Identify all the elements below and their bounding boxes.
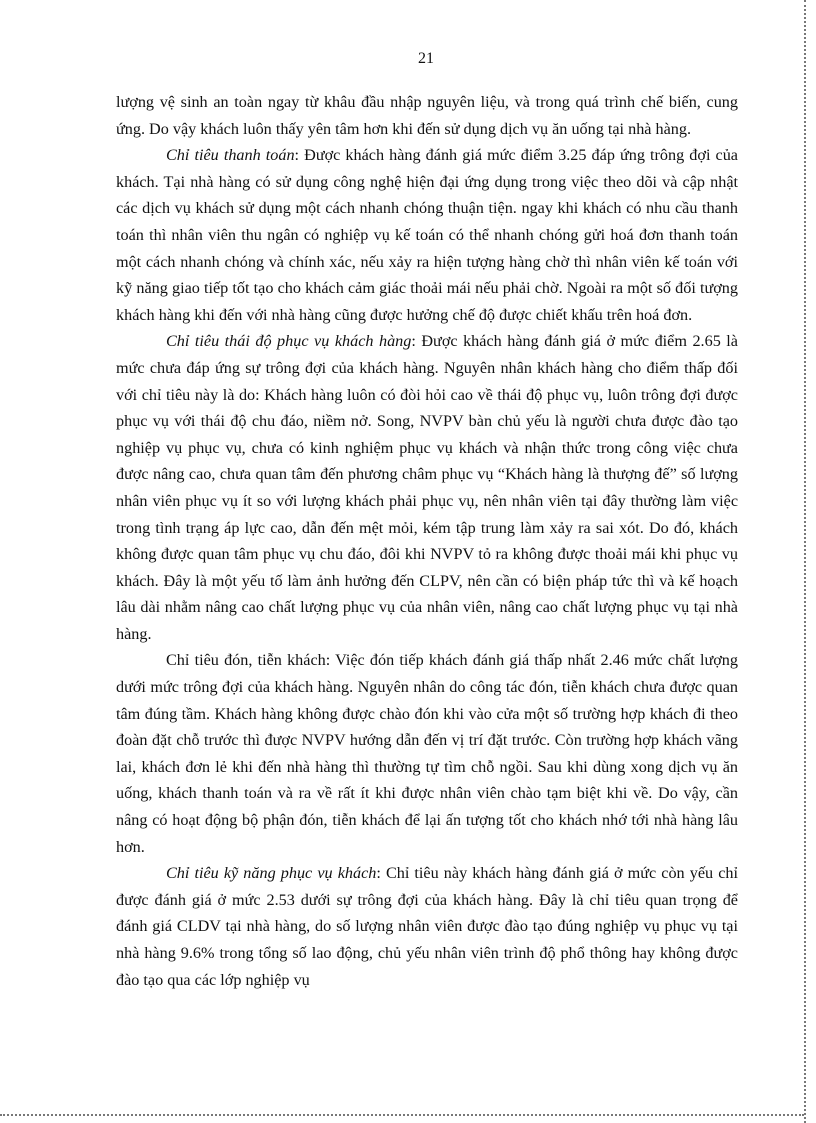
paragraph-text: Chỉ tiêu đón, tiễn khách: Việc đón tiếp khách đánh giá thấp nhất 2.46 mức chất lượng dưới mức trông đợi của khách hàng. Nguyên nhân do công tác đón, tiễn khách chưa được quan tâm đúng tầm. Khách hàng không được chào đón khi vào cửa một số trường hợp khách đi theo đoàn đặt chỗ trước thì được NVPV hướng dẫn đến vị trí đặt trước. Còn trường hợp khách vãng lai, khách đơn lẻ khi đến nhà hàng thì thường tự tìm chỗ ngồi. Sau khi dùng xong dịch vụ ăn uống, khách thanh toán và ra về rất ít khi được nhân viên chào tạm biệt khi về. Do vậy, cần nâng có hoạt động bộ phận đón, tiễn khách để lại ấn tượng tốt cho khách nhớ tới nhà hàng lâu hơn. [116, 651, 738, 856]
paragraph-greeting [116, 647, 738, 860]
body-text [116, 89, 738, 993]
paragraph-text: : Được khách hàng đánh giá ở mức điểm 2.65 là mức chưa đáp ứng sự trông đợi của khách hàng. Nguyên nhân khách hàng cho điểm thấp đối với chỉ tiêu này là do: Khách hàng luôn có đòi hỏi cao về thái độ phục vụ, luôn trông đợi được phục vụ với thái độ chu đáo, niềm nở. Song, NVPV bàn chủ yếu là người chưa được đào tạo nghiệp vụ phục vụ, chưa có kinh nghiệm phục vụ khách và nhận thức trong công việc chưa được nâng cao, chưa quan tâm đến phương châm phục vụ “Khách hàng là thượng đế” số lượng nhân viên phục vụ ít so với lượng khách phải phục vụ, nên nhân viên tại đây thường làm việc trong tình trạng áp lực cao, dẫn đến mệt mỏi, kém tập trung làm xảy ra sai xót. Do đó, khách không được quan tâm phục vụ chu đáo, đôi khi NVPV tỏ ra không được thoải mái khi phục vụ khách. Đây là một yếu tố làm ảnh hưởng đến CLPV, nên cần có biện pháp tức thì và kế hoạch lâu dài nhằm nâng cao chất lượng phục vụ của nhân viên, nâng cao chất lượng phục vụ tại nhà hàng. [116, 332, 738, 643]
paragraph-lead: Chỉ tiêu kỹ năng phục vụ khách [166, 864, 377, 883]
paragraph-lead: Chỉ tiêu thanh toán [166, 146, 295, 165]
page-number: 21 [418, 50, 434, 67]
page-border-bottom [0, 1114, 804, 1116]
paragraph-text: lượng vệ sinh an toàn ngay từ khâu đầu nhập nguyên liệu, và trong quá trình chế biến, cung ứng. Do vậy khách luôn thấy yên tâm hơn khi đến sử dụng dịch vụ ăn uống tại nhà hàng. [116, 93, 738, 138]
paragraph-hygiene-continuation [116, 89, 738, 142]
paragraph-service-skill [116, 860, 738, 993]
paragraph-text: : Chỉ tiêu này khách hàng đánh giá ở mức còn yếu chỉ được đánh giá ở mức 2.53 dưới sự trông đợi của khách hàng. Đây là chỉ tiêu quan trọng để đánh giá CLDV tại nhà hàng, do số lượng nhân viên được đào tạo đúng nghiệp vụ phục vụ tại nhà hàng 9.6% trong tổng số lao động, chủ yếu nhân viên trình độ phổ thông hay không được đào tạo qua các lớp nghiệp vụ [116, 864, 738, 989]
paragraph-payment [116, 142, 738, 328]
paragraph-service-attitude [116, 328, 738, 647]
paragraph-text: : Được khách hàng đánh giá mức điểm 3.25 đáp ứng trông đợi của khách. Tại nhà hàng có sử dụng công nghệ hiện đại ứng dụng trong việc theo dõi và cập nhật các dịch vụ khách sử dụng một cách nhanh chóng thuận tiện. ngay khi khách có nhu cầu thanh toán thì nhân viên thu ngân có nghiệp vụ kế toán có thể nhanh chóng gửi hoá đơn thanh toán một cách nhanh chóng và chính xác, nếu xảy ra hiện tượng hàng chờ thì nhân viên kế toán với kỹ năng giao tiếp tốt tạo cho khách cảm giác thoải mái nếu phải chờ. Ngoài ra một số đối tượng khách hàng khi đến với nhà hàng cũng được hưởng chế độ được chiết khấu trên hoá đơn. [116, 146, 738, 324]
page-border-right [804, 0, 806, 1123]
paragraph-lead: Chỉ tiêu thái độ phục vụ khách hàng [166, 332, 412, 351]
